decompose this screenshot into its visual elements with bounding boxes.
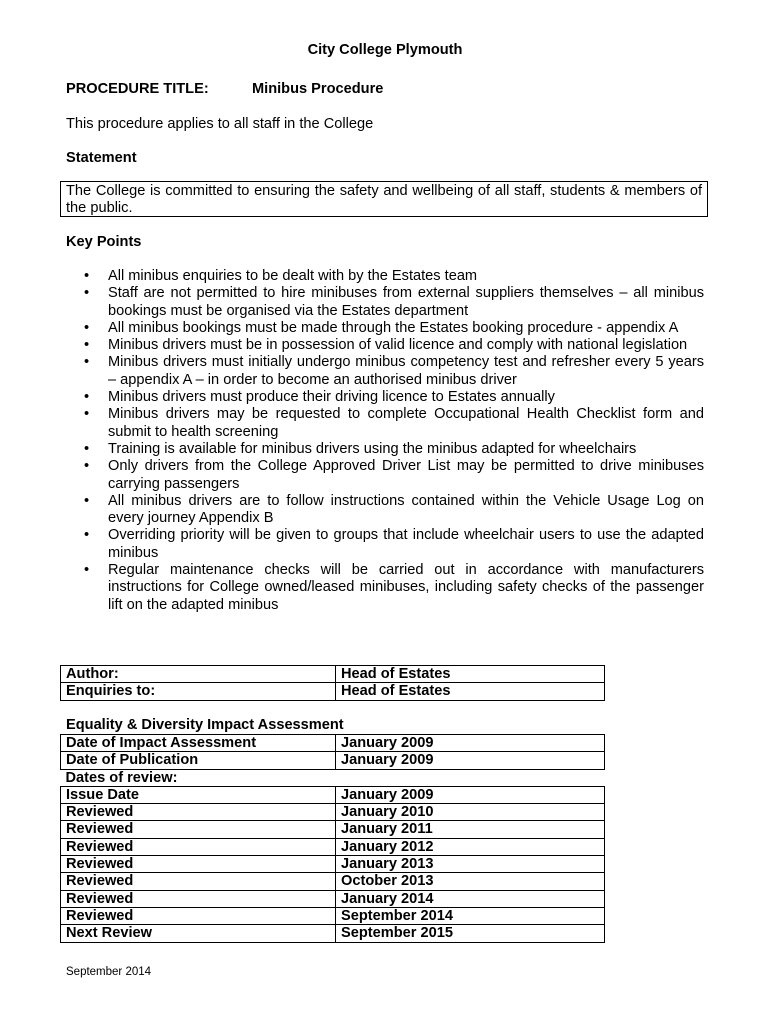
table-row — [61, 821, 605, 838]
equality-heading: Equality & Diversity Impact Assessment — [66, 717, 344, 733]
row-value: January 2009 — [336, 752, 605, 769]
row-value: January 2009 — [336, 735, 605, 752]
bullet-icon: • — [84, 354, 90, 371]
row-label: Reviewed — [61, 804, 336, 821]
statement-box — [60, 181, 708, 217]
list-item: • Overriding priority will be given to groups that include wheelchair users to use the adapted minibus — [84, 527, 704, 561]
list-item: • Minibus drivers must produce their driving licence to Estates annually — [84, 389, 555, 406]
row-label: Reviewed — [61, 873, 336, 890]
row-label: Reviewed — [61, 890, 336, 907]
row-label: Date of Publication — [61, 752, 336, 769]
row-value: January 2014 — [336, 890, 605, 907]
table-row — [61, 683, 605, 700]
author-value: Head of Estates — [336, 666, 605, 683]
row-value: January 2009 — [336, 786, 605, 803]
table-row — [61, 804, 605, 821]
row-value: January 2013 — [336, 856, 605, 873]
row-label: Date of Impact Assessment — [61, 735, 336, 752]
bullet-icon: • — [84, 406, 90, 423]
list-item: • Staff are not permitted to hire minibuses from external suppliers themselves – all minibus bookings must be organised via the Estates department — [84, 285, 704, 319]
procedure-title-label: PROCEDURE TITLE: — [66, 81, 209, 97]
bullet-icon: • — [84, 389, 90, 406]
row-value: January 2010 — [336, 804, 605, 821]
key-points-list — [84, 268, 704, 614]
row-value — [336, 769, 605, 786]
list-item: • All minibus enquiries to be dealt with by the Estates team — [84, 268, 478, 284]
statement-heading: Statement — [66, 150, 137, 166]
list-item: • All minibus bookings must be made through the Estates booking procedure - appendix A — [84, 319, 679, 336]
statement-text: The College is committed to ensuring the safety and wellbeing of all staff, students & members of the public. — [66, 183, 702, 216]
enquiries-value: Head of Estates — [336, 683, 605, 700]
table-row — [61, 786, 605, 803]
procedure-title-value: Minibus Procedure — [252, 81, 384, 97]
list-item: • Only drivers from the College Approved Driver List may be permitted to drive minibuses carrying passengers — [84, 458, 704, 492]
author-label: Author: — [61, 666, 336, 683]
row-value: September 2014 — [336, 907, 605, 924]
table-row — [61, 873, 605, 890]
row-value: October 2013 — [336, 873, 605, 890]
table-row — [61, 752, 605, 769]
row-value: September 2015 — [336, 925, 605, 942]
bullet-icon: • — [84, 562, 90, 579]
list-item: • Minibus drivers must initially undergo minibus competency test and refresher every 5 years – appendix A – in order to become an authorised minibus driver — [84, 354, 704, 388]
bullet-icon: • — [84, 492, 90, 509]
applies-statement: This procedure applies to all staff in the College — [66, 116, 374, 132]
table-row — [61, 735, 605, 752]
bullet-icon: • — [84, 527, 90, 544]
row-label: Reviewed — [61, 907, 336, 924]
footer-date: September 2014 — [66, 966, 152, 978]
bullet-icon: • — [84, 285, 90, 302]
table-row — [61, 907, 605, 924]
table-row — [61, 769, 605, 786]
row-value: January 2011 — [336, 821, 605, 838]
row-label: Reviewed — [61, 838, 336, 855]
list-item: • Minibus drivers may be requested to complete Occupational Health Checklist form and submit to health screening — [84, 406, 704, 440]
bullet-icon: • — [84, 319, 90, 336]
bullet-icon: • — [84, 458, 90, 475]
table-row — [61, 856, 605, 873]
ownership-table — [60, 665, 605, 701]
equality-table — [60, 734, 605, 943]
college-title: City College Plymouth — [307, 42, 463, 58]
row-label: Dates of review: — [61, 769, 336, 786]
list-item: • Regular maintenance checks will be carried out in accordance with manufacturers instructions for College owned/leased minibuses, including safety checks of the passenger lift on the adapted minibus — [84, 562, 704, 613]
list-item: • Training is available for minibus drivers using the minibus adapted for wheelchairs — [84, 440, 637, 457]
row-label: Reviewed — [61, 856, 336, 873]
table-row — [61, 925, 605, 942]
table-row — [61, 890, 605, 907]
row-label: Issue Date — [61, 786, 336, 803]
row-label: Next Review — [61, 925, 336, 942]
bullet-icon: • — [84, 440, 90, 457]
list-item: • Minibus drivers must be in possession of valid licence and comply with national legislation — [84, 337, 688, 354]
enquiries-label: Enquiries to: — [61, 683, 336, 700]
row-value: January 2012 — [336, 838, 605, 855]
bullet-icon: • — [84, 268, 90, 284]
list-item: • All minibus drivers are to follow instructions contained within the Vehicle Usage Log on every journey Appendix B — [84, 492, 704, 527]
table-row — [61, 666, 605, 683]
row-label: Reviewed — [61, 821, 336, 838]
table-row — [61, 838, 605, 855]
bullet-icon: • — [84, 337, 90, 354]
key-points-heading: Key Points — [66, 234, 142, 250]
